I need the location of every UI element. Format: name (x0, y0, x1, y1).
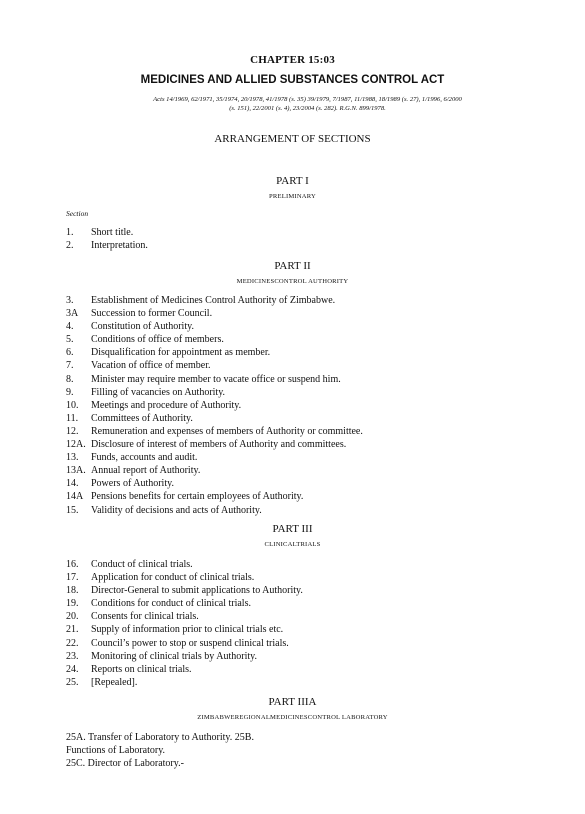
part-2-subtitle: MEDICINESCONTROL AUTHORITY (236, 278, 349, 285)
amending-acts-line-1: Acts 14/1969, 62/1971, 35/1974, 20/1978, 41/1978 (s. 35) 39/1979, 7/1987, 11/1988, 18/1989 (s. 27), 1/1996, 6/2000 (153, 96, 462, 103)
part-3-heading: PART III (272, 523, 313, 535)
part-3-subtitle: CLINICALTRIALS (264, 541, 321, 548)
part-2-heading: PART II (274, 260, 311, 272)
document-page: CHAPTER 15:03 MEDICINES AND ALLIED SUBSTANCES CONTROL ACT Acts 14/1969, 62/1971, 35/1974, 20/1978, 41/1978 (s. 35) 39/1979, 7/1987, 11/1988, 18/1989 (s. 27), 1/1996, 6/2000 (s. 151), 22/2001 (s. 4), 23/2004 (s. 282). R.G.N. 899/1978. ARRANGEMENT OF SECTIONS PART I PRELIMINARY Section 1. Short title. 2. Interpretation. PART II MEDICINESCONTROL AUTHORITY 3. Establishment of Medicines Control Authority of Zimbabwe. 3A Succession to former Council. 4. Constitution of Authority. 5. Conditions of office of members. 6. Disqualification for appointment as member. 7. Vacation of office of member. 8. Minister may require member to vacate office or suspend him. 9. Filling of vacancies on Authority. 10. Meetings and procedure of Authority. 11. Committees of Authority. 12. Remuneration and expenses of members of Authority or committee. 12A. Disclosure of interest of members of Authority and committees. 13. Funds, accounts and audit. 13A. Annual report of Authority. 14. Powers of Authority. 14A Pensions benefits for certain employees of Authority. 15. Validity of decisions and acts of Authority. PART III CLINICALTRIALS 16. Conduct of clinical trials. 17. Application for conduct of clinical trials. 18. Director-General to submit applications to Authority. 19. Conditions for conduct of clinical trials. 20. Consents for clinical trials. 21. Supply of information prior to clinical trials etc. 22. Council’s power to stop or suspend clinical trials. 23. Monitoring of clinical trials by Authority. 24. Reports on clinical trials. 25. [Repealed]. PART IIIA ZIMBABWEREGIONALMEDICINESCONTROL LABORATORY 25A. Transfer of Laboratory to Authority. 25B. Functions of Laboratory. 25C. Director of Laboratory.- (0, 0, 585, 814)
arrangement-heading: ARRANGEMENT OF SECTIONS (214, 133, 371, 145)
part-3a-sections (66, 731, 254, 770)
part-3a-line: 25C. Director of Laboratory.- (66, 758, 184, 769)
section-column-label: Section (66, 209, 89, 218)
amending-acts-line-2: (s. 151), 22/2001 (s. 4), 23/2004 (s. 282). R.G.N. 899/1978. (229, 104, 386, 112)
part-3a-line: Functions of Laboratory. (66, 745, 166, 756)
amending-acts (95, 96, 520, 113)
act-title: MEDICINES AND ALLIED SUBSTANCES CONTROL ACT (140, 74, 445, 86)
part-3a-line: 25A. Transfer of Laboratory to Authority. 25B. (66, 732, 254, 743)
part-3a-subtitle: ZIMBABWEREGIONALMEDICINESCONTROL LABORATORY (197, 714, 388, 721)
part-3a-heading: PART IIIA (268, 696, 317, 708)
part-1-heading: PART I (276, 175, 309, 187)
part-1-subtitle: PRELIMINARY (269, 193, 316, 200)
chapter-heading: CHAPTER 15:03 (250, 54, 335, 66)
